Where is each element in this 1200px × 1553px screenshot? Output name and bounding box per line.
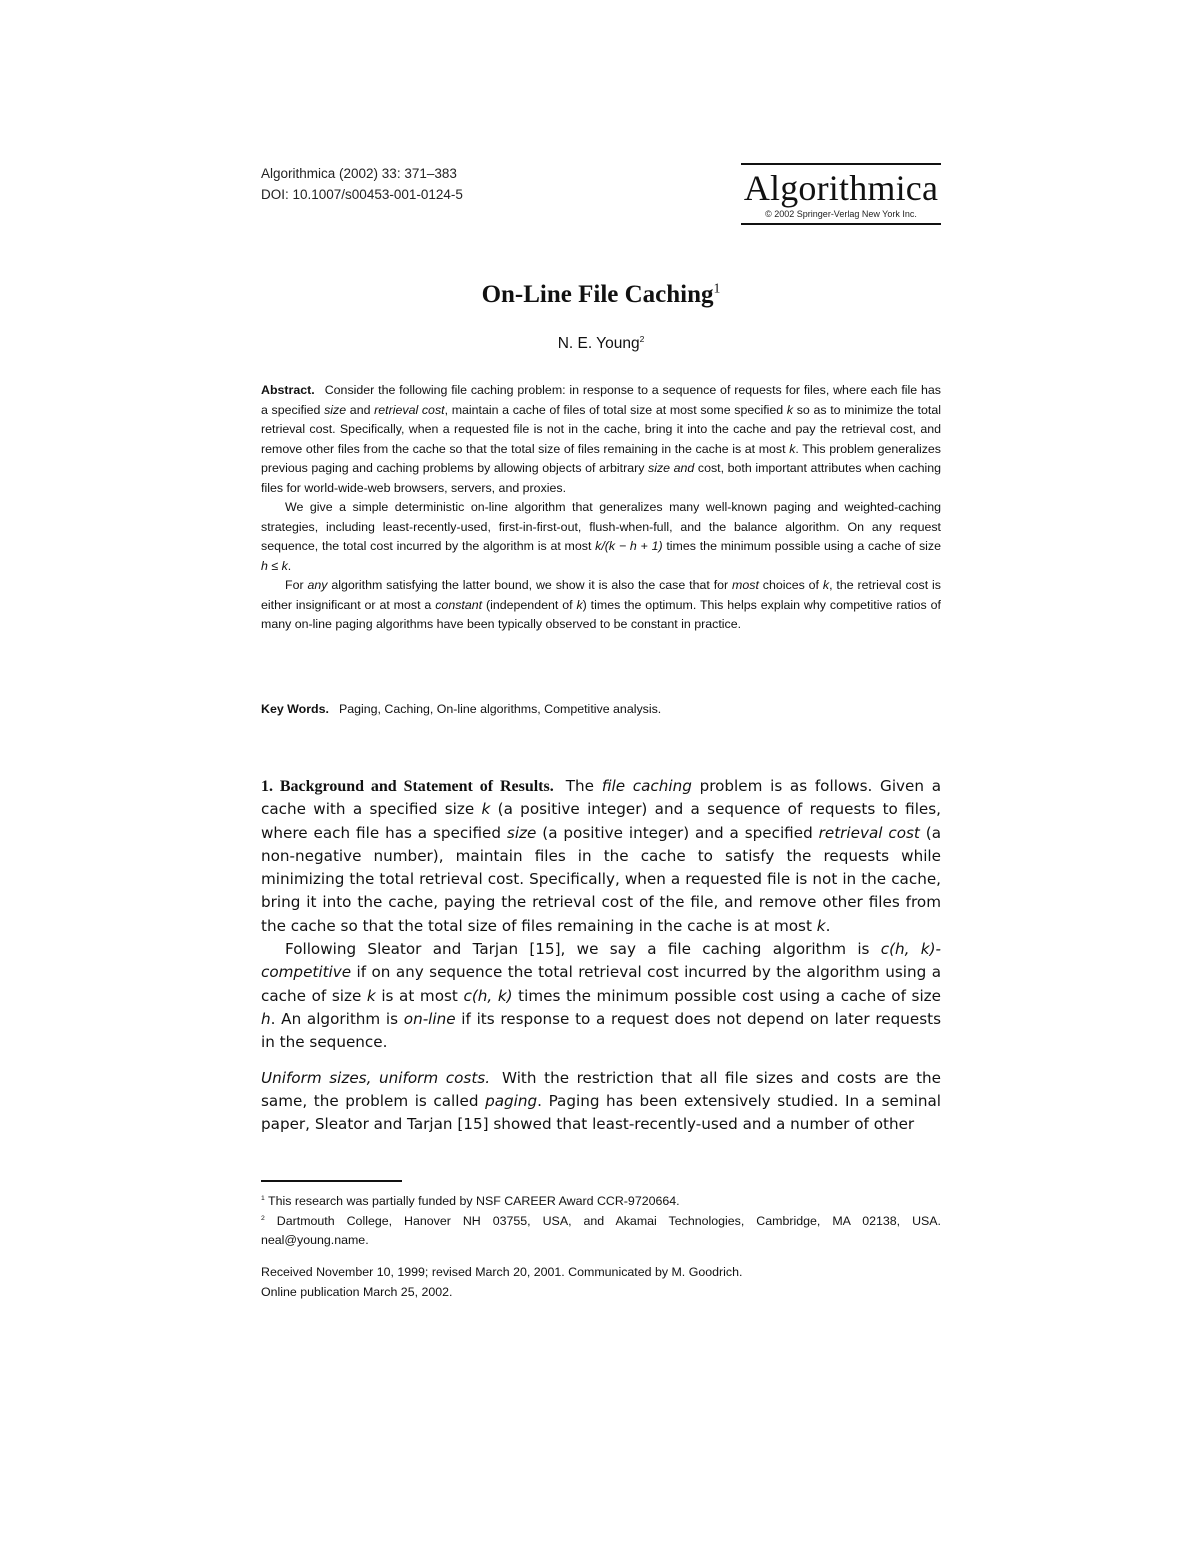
body-text: . Paging has been extensively studied. In a seminal paper, Sleator and Tarjan [15] showed that least-recently-used and a number of other	[261, 1091, 941, 1134]
abstract-math: h ≤ k	[261, 558, 288, 573]
footnote-1	[261, 1192, 941, 1212]
body-text: (a positive integer) and a sequence of requests to files, where each file has a specified	[261, 800, 942, 842]
title-footnote-mark: 1	[713, 280, 721, 296]
abstract-emph: retrieval cost	[374, 402, 445, 417]
abstract	[261, 381, 941, 635]
section-1-paragraph-2	[261, 938, 941, 1054]
body-emph: retrieval cost	[818, 823, 920, 842]
body-emph: on-line	[403, 1009, 456, 1028]
abstract-emph: most	[732, 578, 759, 592]
author-footnote-mark: 2	[639, 333, 645, 344]
abstract-math: k	[822, 578, 830, 592]
abstract-label: Abstract.	[261, 383, 315, 397]
abstract-text: . This problem generalizes previous paging and caching problems by allowing objects of arbitrary	[261, 441, 941, 475]
abstract-text: , the retrieval cost is either insignificant or at most a	[261, 578, 941, 612]
abstract-paragraph-1	[261, 381, 941, 498]
section-heading: 1. Background and Statement of Results.	[261, 778, 554, 795]
abstract-emph: size and	[648, 461, 695, 475]
body-math: k	[366, 986, 376, 1005]
abstract-text: We give a simple deterministic on-line algorithm that generalizes many well-known paging and weighted-caching strategies, including least-recently-used, first-in-first-out, flush-when-full, and the balance algorithm. On any request sequence, the total cost incurred by the algorithm is at most	[261, 500, 941, 553]
section-1-paragraph-1	[261, 775, 941, 938]
body-text: Following Sleator and Tarjan [15], we say a file caching algorithm is	[285, 940, 881, 959]
abstract-text: For	[285, 578, 308, 592]
paper-author	[261, 333, 941, 355]
body-text: problem is as follows. Given a cache with a specified size	[261, 777, 942, 819]
author-name: N. E. Young	[557, 335, 640, 352]
journal-doi: DOI: 10.1007/s00453-001-0124-5	[261, 187, 463, 202]
received-dates: Received November 10, 1999; revised March 20, 2001. Communicated by M. Goodrich.	[261, 1265, 743, 1279]
body-math: c(h, k)	[463, 986, 513, 1005]
body-emph: size	[506, 823, 537, 842]
footnote-1-mark: 1	[261, 1194, 265, 1202]
abstract-text: Consider the following file caching problem: in response to a sequence of requests for files, where each file has a specified	[261, 383, 941, 417]
body-text: The	[565, 777, 602, 795]
body-math: k	[481, 800, 491, 819]
footnotes	[261, 1192, 941, 1251]
abstract-text: cost, both important attributes when caching files for world-wide-web browsers, servers, and proxies.	[261, 461, 942, 495]
body-emph: paging	[485, 1091, 538, 1110]
abstract-emph: any	[307, 578, 328, 592]
abstract-math: k	[786, 402, 794, 417]
abstract-math: k/(k − h + 1)	[595, 539, 663, 553]
body-text: if its response to a request does not depend on later requests in the sequence.	[261, 1009, 942, 1052]
abstract-text: choices of	[758, 578, 823, 592]
body-math: k	[816, 916, 826, 935]
footnote-divider	[261, 1180, 402, 1182]
online-publication: Online publication March 25, 2002.	[261, 1284, 453, 1299]
journal-logo-copyright: © 2002 Springer-Verlag New York Inc.	[765, 209, 917, 219]
key-words-label: Key Words.	[261, 702, 329, 716]
abstract-text: so as to minimize the total retrieval cost. Specifically, when a requested file is not in the cache, bring it into the cache and pay the retrieval cost, and remove other files from the cache so that the total size of files remaining in the cache is at most	[261, 402, 942, 456]
paragraph-heading: Uniform sizes, uniform costs.	[261, 1068, 491, 1087]
abstract-text: (independent of	[482, 597, 577, 612]
body-text: if on any sequence the total retrieval cost incurred by the algorithm using a cache of size	[261, 963, 941, 1005]
abstract-text: , maintain a cache of files of total size at most some specified	[444, 402, 787, 417]
journal-logo-name: Algorithmica	[743, 168, 939, 208]
abstract-text: algorithm satisfying the latter bound, we show it is also the case that for	[327, 578, 733, 592]
body-math: h	[261, 1009, 271, 1028]
section-1	[261, 775, 941, 1136]
body-text: With the restriction that all file sizes and costs are the same, the problem is called	[261, 1068, 941, 1110]
abstract-emph: constant	[435, 597, 483, 612]
abstract-text: times the minimum possible using a cache of size	[662, 539, 941, 553]
key-words-text: Paging, Caching, On-line algorithms, Competitive analysis.	[338, 702, 662, 716]
abstract-emph: size	[324, 402, 347, 417]
abstract-text: .	[287, 558, 292, 573]
footnote-2	[261, 1212, 941, 1251]
journal-logo	[741, 163, 941, 225]
body-text: . An algorithm is	[270, 1009, 404, 1028]
body-emph: file caching	[601, 777, 692, 795]
journal-volume-pages: Algorithmica (2002) 33: 371–383	[261, 166, 457, 181]
paper-title	[261, 279, 941, 311]
key-words	[261, 700, 941, 720]
abstract-text: and	[346, 402, 375, 417]
journal-citation	[261, 163, 463, 205]
abstract-paragraph-2	[261, 498, 941, 576]
paper-title-text: On-Line File Caching	[481, 281, 714, 308]
abstract-paragraph-3	[261, 576, 941, 635]
body-text: is at most	[375, 986, 464, 1005]
body-text: .	[825, 916, 831, 935]
section-1-paragraph-3	[261, 1067, 941, 1137]
abstract-math: k	[576, 597, 583, 612]
received-info	[261, 1263, 941, 1302]
body-text: (a non-negative number), maintain files in the cache to satisfy the requests while minimizing the total retrieval cost. Specifically, when a requested file is not in the cache, bring it into the cache, paying the retrieval cost of the file, and remove other files from the cache so that the total size of files remaining in the cache is at most	[261, 823, 941, 935]
footnote-2-mark: 2	[261, 1214, 265, 1222]
abstract-math: k	[789, 441, 796, 456]
body-text: (a positive integer) and a specified	[536, 823, 819, 842]
body-text: times the minimum possible cost using a cache of size	[512, 986, 941, 1005]
abstract-text: ) times the optimum. This helps explain why competitive ratios of many on-line paging algorithms have been typically observed to be constant in practice.	[261, 597, 941, 631]
body-emph: c(h, k)-competitive	[261, 940, 941, 982]
footnote-1-text: This research was partially funded by NSF CAREER Award CCR-9720664.	[268, 1194, 680, 1208]
footnote-2-text: Dartmouth College, Hanover NH 03755, USA, and Akamai Technologies, Cambridge, MA 02138, USA. neal@young.name.	[261, 1213, 941, 1247]
